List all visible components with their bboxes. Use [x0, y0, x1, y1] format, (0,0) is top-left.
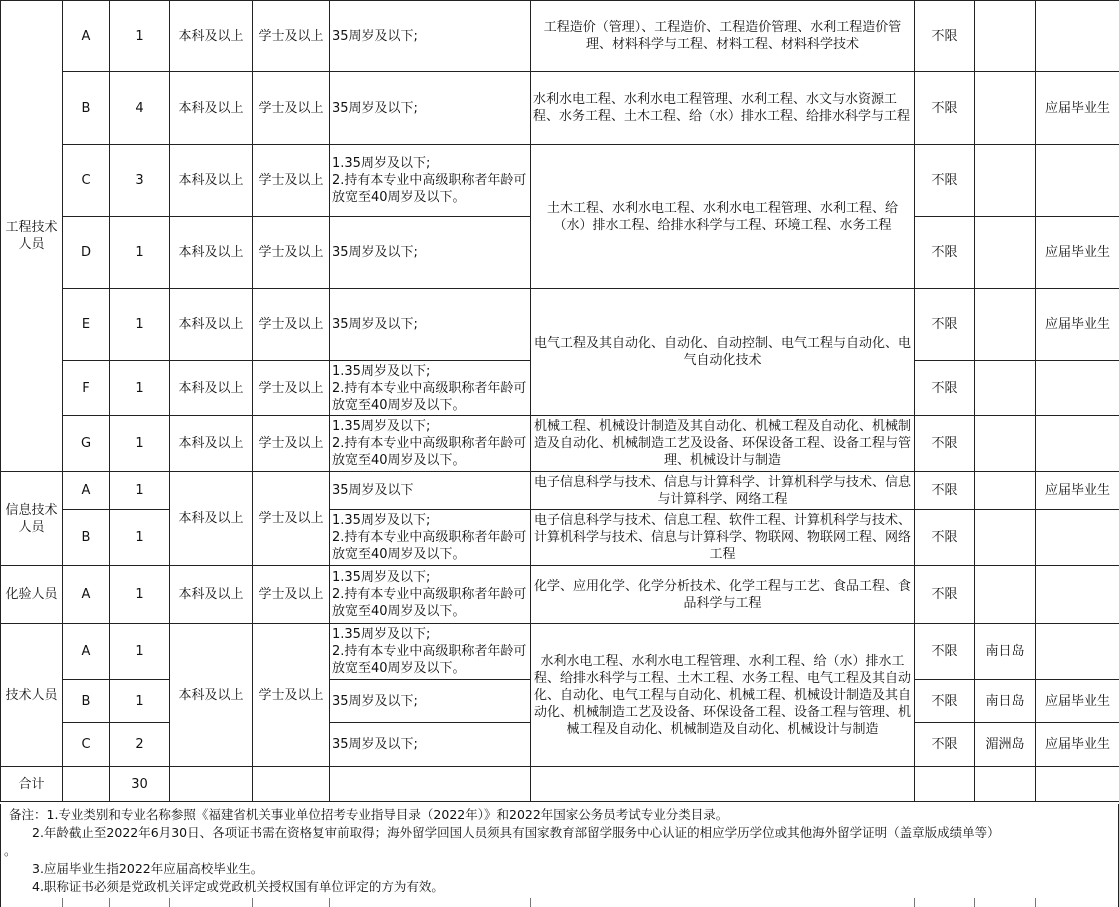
note-2-tail: 。 [4, 843, 17, 858]
headcount: 1 [110, 416, 170, 472]
headcount: 1 [110, 566, 170, 624]
note-3: 3.应届毕业生指2022年应届高校毕业生。 [32, 861, 264, 876]
work-location [975, 217, 1036, 289]
table-row [1, 472, 1119, 510]
remark: 应届毕业生 [1036, 289, 1119, 361]
degree: 学士及以上 [253, 624, 330, 767]
grid-line [62, 898, 63, 907]
position-code: F [63, 361, 110, 416]
major-requirement: 机械工程、机械设计制造及其自动化、机械工程及自动化、机械制造及自动化、机械制造工艺及设备、环保设备工程、设备工程与管理、机械设计与制造 [531, 416, 915, 472]
table-row [1, 624, 1119, 680]
age-requirement: 1.35周岁及以下; 2.持有本专业中高级职称者年龄可放宽至40周岁及以下。 [330, 145, 531, 217]
age-requirement: 35周岁及以下; [330, 723, 531, 767]
grid-line [252, 898, 253, 907]
age-requirement: 35周岁及以下; [330, 680, 531, 723]
hukou: 不限 [915, 723, 975, 767]
hukou: 不限 [915, 1, 975, 72]
education: 本科及以上 [170, 289, 253, 361]
degree: 学士及以上 [253, 1, 330, 72]
degree: 学士及以上 [253, 289, 330, 361]
major-requirement: 土木工程、水利水电工程、水利水电工程管理、水利工程、给（水）排水工程、给排水科学与工程、环境工程、水务工程 [531, 145, 915, 289]
degree: 学士及以上 [253, 416, 330, 472]
remark [1036, 416, 1119, 472]
education: 本科及以上 [170, 145, 253, 217]
empty-cell [253, 767, 330, 802]
empty-cell [170, 767, 253, 802]
hukou: 不限 [915, 145, 975, 217]
headcount: 1 [110, 624, 170, 680]
remark: 应届毕业生 [1036, 72, 1119, 145]
remark [1036, 145, 1119, 217]
work-location [975, 289, 1036, 361]
hukou: 不限 [915, 472, 975, 510]
category-cell: 工程技术人员 [1, 1, 63, 472]
remark [1036, 1, 1119, 72]
note-2: 2.年龄截止至2022年6月30日、各项证书需在资格复审前取得；海外留学回国人员须具有国家教育部留学服务中心认证的相应学历学位或其他海外留学证明（盖章版成绩单等） [32, 825, 1000, 840]
empty-cell [330, 767, 531, 802]
major-requirement: 工程造价（管理）、工程造价、工程造价管理、水利工程造价管理、材料科学与工程、材料工程、材料科学技术 [531, 1, 915, 72]
grid-line [169, 898, 170, 907]
headcount: 1 [110, 510, 170, 566]
note-4: 4.职称证书必须是党政机关评定或党政机关授权国有单位评定的方为有效。 [32, 879, 444, 894]
grid-line [974, 898, 975, 907]
table-row [1, 566, 1119, 624]
remark [1036, 624, 1119, 680]
degree: 学士及以上 [253, 145, 330, 217]
empty-cell [1036, 767, 1119, 802]
age-requirement: 35周岁及以下; [330, 72, 531, 145]
total-row [1, 767, 1119, 802]
degree: 学士及以上 [253, 72, 330, 145]
hukou: 不限 [915, 624, 975, 680]
remark: 应届毕业生 [1036, 680, 1119, 723]
hukou: 不限 [915, 566, 975, 624]
work-location [975, 416, 1036, 472]
age-requirement: 1.35周岁及以下; 2.持有本专业中高级职称者年龄可放宽至40周岁及以下。 [330, 510, 531, 566]
work-location [975, 145, 1036, 217]
education: 本科及以上 [170, 72, 253, 145]
education: 本科及以上 [170, 472, 253, 566]
grid-line [914, 898, 915, 907]
position-code: G [63, 416, 110, 472]
hukou: 不限 [915, 510, 975, 566]
headcount: 1 [110, 1, 170, 72]
headcount: 1 [110, 472, 170, 510]
position-code: D [63, 217, 110, 289]
work-location: 南日岛 [975, 624, 1036, 680]
position-code: C [63, 145, 110, 217]
work-location [975, 510, 1036, 566]
table-row [1, 289, 1119, 361]
work-location [975, 472, 1036, 510]
major-requirement: 电子信息科学与技术、信息工程、软件工程、计算机科学与技术、计算机科学与技术、信息与计算科学、物联网、物联网工程、网络工程 [531, 510, 915, 566]
hukou: 不限 [915, 361, 975, 416]
headcount: 1 [110, 289, 170, 361]
major-requirement: 电子信息科学与技术、信息与计算科学、计算机科学与技术、信息与计算科学、网络工程 [531, 472, 915, 510]
degree: 学士及以上 [253, 217, 330, 289]
headcount: 1 [110, 680, 170, 723]
position-code: A [63, 566, 110, 624]
age-requirement: 1.35周岁及以下; 2.持有本专业中高级职称者年龄可放宽至40周岁及以下。 [330, 624, 531, 680]
degree: 学士及以上 [253, 566, 330, 624]
position-code: B [63, 680, 110, 723]
age-requirement: 35周岁及以下; [330, 1, 531, 72]
degree: 学士及以上 [253, 472, 330, 566]
age-requirement: 35周岁及以下; [330, 217, 531, 289]
position-code: B [63, 72, 110, 145]
remark: 应届毕业生 [1036, 217, 1119, 289]
age-requirement: 35周岁及以下 [330, 472, 531, 510]
grid-line [109, 898, 110, 907]
age-requirement: 1.35周岁及以下; 2.持有本专业中高级职称者年龄可放宽至40周岁及以下。 [330, 416, 531, 472]
empty-cell [531, 767, 915, 802]
age-requirement: 35周岁及以下; [330, 289, 531, 361]
education: 本科及以上 [170, 566, 253, 624]
notes-section [0, 804, 1119, 907]
major-requirement: 水利水电工程、水利水电工程管理、水利工程、水文与水资源工程、水务工程、土木工程、给（水）排水工程、给排水科学与工程 [531, 72, 915, 145]
note-1: 备注：1.专业类别和专业名称参照《福建省机关事业单位招考专业指导目录（2022年）》和2022年国家公务员考试专业分类目录。 [9, 807, 729, 822]
work-location: 南日岛 [975, 680, 1036, 723]
category-cell: 化验人员 [1, 566, 63, 624]
grid-line [329, 898, 330, 907]
work-location [975, 566, 1036, 624]
education: 本科及以上 [170, 624, 253, 767]
table-row [1, 416, 1119, 472]
headcount: 3 [110, 145, 170, 217]
age-requirement: 1.35周岁及以下; 2.持有本专业中高级职称者年龄可放宽至40周岁及以下。 [330, 566, 531, 624]
category-cell: 技术人员 [1, 624, 63, 767]
degree: 学士及以上 [253, 361, 330, 416]
major-requirement: 电气工程及其自动化、自动化、自动控制、电气工程与自动化、电气自动化技术 [531, 289, 915, 416]
table-row [1, 145, 1119, 217]
category-cell: 信息技术人员 [1, 472, 63, 566]
total-count: 30 [110, 767, 170, 802]
hukou: 不限 [915, 416, 975, 472]
remark: 应届毕业生 [1036, 472, 1119, 510]
table-row [1, 510, 1119, 566]
position-code: A [63, 472, 110, 510]
position-code: B [63, 510, 110, 566]
work-location [975, 72, 1036, 145]
work-location [975, 361, 1036, 416]
table-row [1, 1, 1119, 72]
remark [1036, 566, 1119, 624]
major-requirement: 水利水电工程、水利水电工程管理、水利工程、给（水）排水工程、给排水科学与工程、土木工程、水务工程、电气工程及其自动化、自动化、电气工程与自动化、机械工程、机械设计制造及其自动化、机械制造工艺及设备、环保设备工程、设备工程与管理、机械工程及自动化、机械制造及自动化、机械设计与制造 [531, 624, 915, 767]
headcount: 2 [110, 723, 170, 767]
hukou: 不限 [915, 289, 975, 361]
education: 本科及以上 [170, 416, 253, 472]
empty-cell [63, 767, 110, 802]
work-location [975, 1, 1036, 72]
headcount: 4 [110, 72, 170, 145]
headcount: 1 [110, 217, 170, 289]
position-code: A [63, 1, 110, 72]
empty-cell [975, 767, 1036, 802]
total-label: 合计 [1, 767, 63, 802]
education: 本科及以上 [170, 1, 253, 72]
hukou: 不限 [915, 72, 975, 145]
grid-line [530, 898, 531, 907]
major-requirement: 化学、应用化学、化学分析技术、化学工程与工艺、食品工程、食品科学与工程 [531, 566, 915, 624]
headcount: 1 [110, 361, 170, 416]
position-code: C [63, 723, 110, 767]
table-row [1, 72, 1119, 145]
position-code: E [63, 289, 110, 361]
hukou: 不限 [915, 680, 975, 723]
empty-cell [915, 767, 975, 802]
remark [1036, 361, 1119, 416]
grid-line [1035, 898, 1036, 907]
age-requirement: 1.35周岁及以下; 2.持有本专业中高级职称者年龄可放宽至40周岁及以下。 [330, 361, 531, 416]
remark [1036, 510, 1119, 566]
education: 本科及以上 [170, 361, 253, 416]
remark: 应届毕业生 [1036, 723, 1119, 767]
education: 本科及以上 [170, 217, 253, 289]
hukou: 不限 [915, 217, 975, 289]
position-code: A [63, 624, 110, 680]
work-location: 湄洲岛 [975, 723, 1036, 767]
